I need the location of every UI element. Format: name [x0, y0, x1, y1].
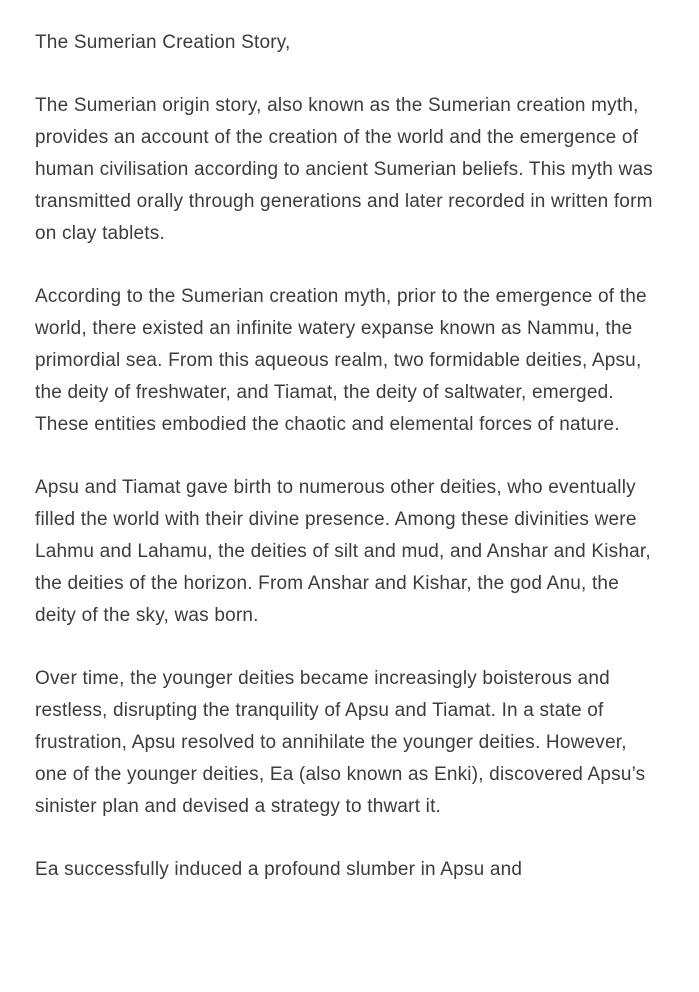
paragraph-3: Apsu and Tiamat gave birth to numerous other deities, who eventually filled the world with their divine presence. Among these divinities were Lahmu and Lahamu, the deities of silt and mud, and Anshar and Kishar, the deities of the horizon. From Anshar and Kishar, the god Anu, the deity of the sky, was born. — [35, 477, 651, 626]
document-title: The Sumerian Creation Story, — [35, 32, 291, 53]
paragraph-2: According to the Sumerian creation myth, prior to the emergence of the world, there existed an infinite watery expanse known as Nammu, the primordial sea. From this aqueous realm, two formidable deities, Apsu, the deity of freshwater, and Tiamat, the deity of saltwater, emerged. These entities embodied the chaotic and elemental forces of nature. — [35, 286, 647, 435]
paragraph-1: The Sumerian origin story, also known as the Sumerian creation myth, provides an account of the creation of the world and the emergence of human civilisation according to ancient Sumerian beliefs. This myth was transmitted orally through generations and later recorded in written form on clay tablets. — [35, 95, 653, 244]
paragraph-4: Over time, the younger deities became increasingly boisterous and restless, disrupting the tranquility of Apsu and Tiamat. In a state of frustration, Apsu resolved to annihilate the younger deities. However, one of the younger deities, Ea (also known as Enki), discovered Apsu’s sinister plan and devised a strategy to thwart it. — [35, 668, 646, 817]
paragraph-5: Ea successfully induced a profound slumber in Apsu and — [35, 859, 523, 880]
